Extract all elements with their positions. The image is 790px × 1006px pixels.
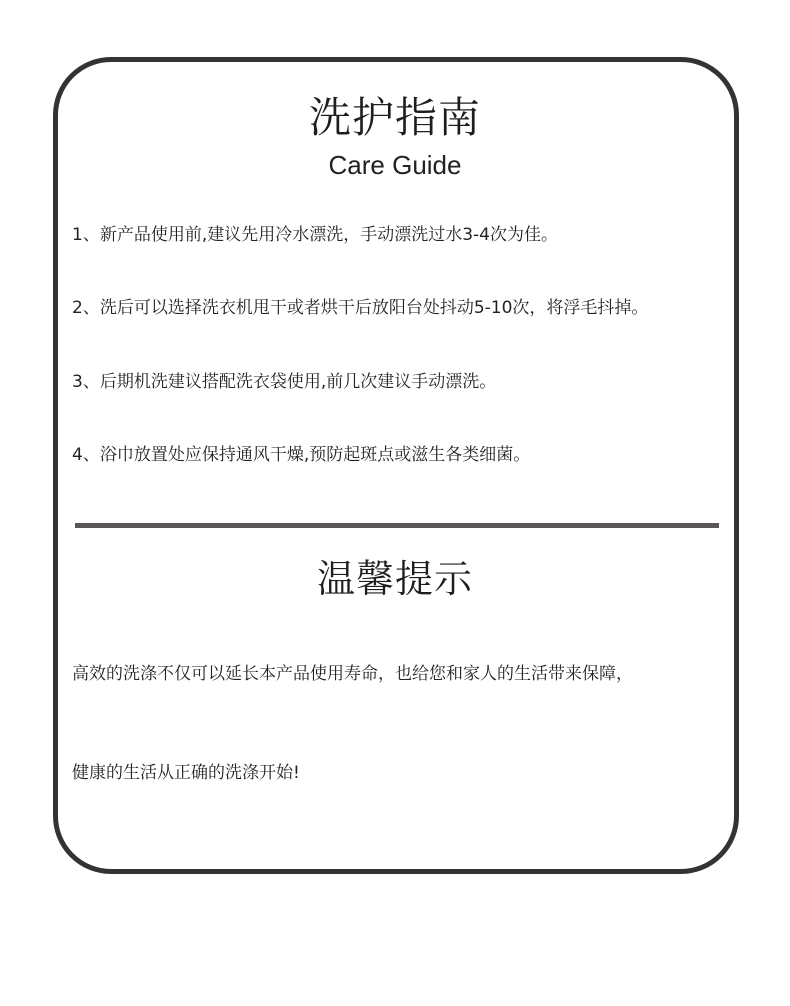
care-item-3: 3、后期机洗建议搭配洗衣袋使用,前几次建议手动漂洗。 [72,372,497,392]
care-guide-title-cn: 洗护指南 [308,93,481,142]
care-item-4: 4、浴巾放置处应保持通风干燥,预防起斑点或滋生各类细菌。 [72,445,531,465]
care-item-2: 2、洗后可以选择洗衣机甩干或者烘干后放阳台处抖动5-10次，将浮毛抖掉。 [72,298,649,318]
tips-title: 温馨提示 [316,557,473,601]
tip-line-2: 健康的生活从正确的洗涤开始! [72,763,300,783]
care-guide-title-en: Care Guide [328,150,462,180]
care-item-1: 1、新产品使用前,建议先用冷水漂洗，手动漂洗过水3-4次为佳。 [72,225,558,245]
tip-line-1: 高效的洗涤不仅可以延长本产品使用寿命，也给您和家人的生活带来保障， [72,664,633,684]
section-divider [75,523,719,528]
